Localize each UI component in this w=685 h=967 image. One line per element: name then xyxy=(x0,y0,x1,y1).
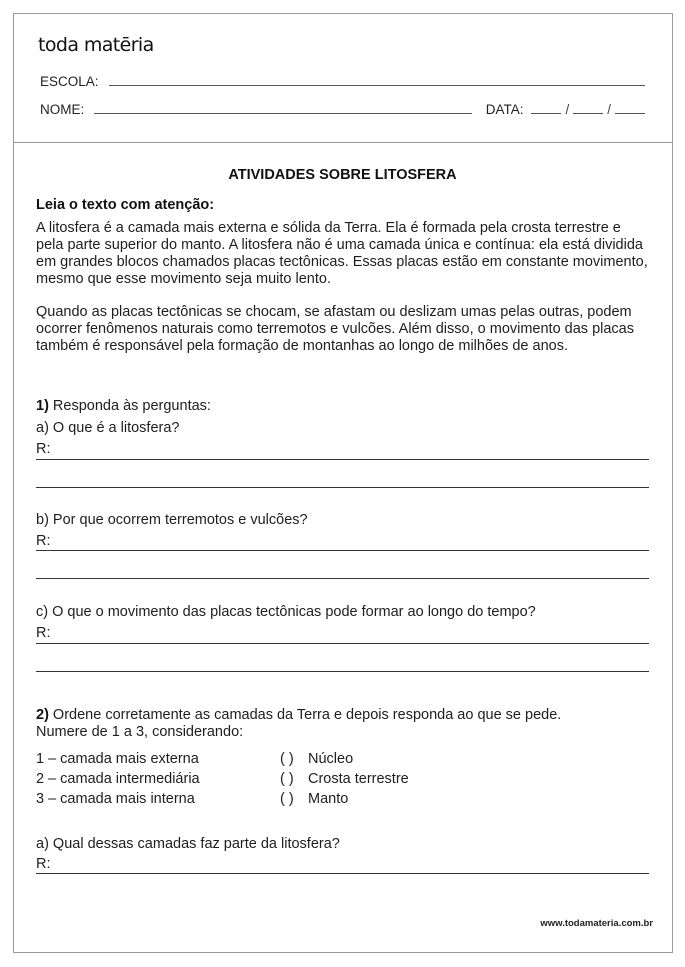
question-1b: b) Por que ocorrem terremotos e vulcões? xyxy=(36,512,308,528)
date-year-blank[interactable] xyxy=(615,113,645,114)
answer-label-2a: R: xyxy=(36,856,51,872)
date-month-blank[interactable] xyxy=(573,113,603,114)
escola-field xyxy=(40,74,645,89)
nome-input-line[interactable] xyxy=(94,113,471,114)
date-field xyxy=(486,102,645,117)
question-1-heading xyxy=(36,398,649,414)
reading-paragraph-2: Quando as placas tectônicas se chocam, se afastam ou deslizam umas pelas outras, podem ocorrer fenômenos naturais como terremotos e vulcões. Além disso, o movimento das placas também é responsável pela formação de montanhas ao longo de milhões de anos. xyxy=(36,304,634,354)
question-2-instruction: Numere de 1 a 3, considerando: xyxy=(36,724,244,740)
order-option-label: Núcleo xyxy=(308,751,354,767)
worksheet-page xyxy=(13,13,673,953)
answer-label-1c: R: xyxy=(36,625,51,641)
answer-line-1a-2[interactable] xyxy=(36,487,649,488)
answer-label-1b: R: xyxy=(36,533,51,549)
layer-legend-1: 1 – camada mais externa xyxy=(36,751,199,767)
question-1-number: 1) xyxy=(36,398,49,414)
data-label: DATA: xyxy=(485,102,524,117)
question-1-prompt: Responda às perguntas: xyxy=(48,398,211,414)
layer-legend-3: 3 – camada mais interna xyxy=(36,791,195,807)
worksheet-header xyxy=(13,13,673,143)
reading-paragraph-1: A litosfera é a camada mais externa e sólida da Terra. Ela é formada pela crosta terrestre e pela parte superior do manto. A litosfera não é uma camada única e contínua: ela está dividida em grandes blocos chamados placas tectônicas. Essas placas estão em constante movimento, mesmo que esse movimento seja muito lento. xyxy=(36,220,648,287)
nome-data-row xyxy=(40,102,645,117)
answer-label-1a: R: xyxy=(36,441,51,457)
order-option-crosta xyxy=(280,771,409,787)
escola-input-line[interactable] xyxy=(109,85,645,86)
escola-label: ESCOLA: xyxy=(40,74,99,89)
order-option-manto xyxy=(280,791,348,807)
answer-line-1a-1[interactable] xyxy=(36,459,649,460)
question-2-prompt: Ordene corretamente as camadas da Terra e depois responda ao que se pede. xyxy=(48,707,562,723)
question-2-heading xyxy=(36,707,649,723)
nome-label: NOME: xyxy=(40,102,85,117)
answer-line-2a[interactable] xyxy=(36,873,649,874)
date-separator: / xyxy=(565,102,570,117)
answer-line-1c-2[interactable] xyxy=(36,671,649,672)
order-blank-manto[interactable]: ( ) xyxy=(280,791,294,807)
order-blank-crosta[interactable]: ( ) xyxy=(280,771,294,787)
answer-line-1b-1[interactable] xyxy=(36,550,649,551)
question-1c: c) O que o movimento das placas tectônicas pode formar ao longo do tempo? xyxy=(36,604,536,620)
question-1a: a) O que é a litosfera? xyxy=(36,420,180,436)
brand-logo: toda matēria xyxy=(38,34,154,56)
answer-line-1c-1[interactable] xyxy=(36,643,649,644)
date-separator: / xyxy=(607,102,611,117)
order-option-nucleo xyxy=(280,751,353,767)
footer-website: www.todamateria.com.br xyxy=(540,918,653,929)
question-2a: a) Qual dessas camadas faz parte da litosfera? xyxy=(36,836,340,852)
layer-legend-2: 2 – camada intermediária xyxy=(36,771,200,787)
date-day-blank[interactable] xyxy=(531,113,561,114)
worksheet-title: ATIVIDADES SOBRE LITOSFERA xyxy=(228,167,457,183)
order-option-label: Manto xyxy=(308,791,349,807)
order-blank-nucleo[interactable]: ( ) xyxy=(280,751,294,767)
reading-instruction: Leia o texto com atenção: xyxy=(36,197,215,213)
order-option-label: Crosta terrestre xyxy=(308,771,409,787)
question-2-number: 2) xyxy=(36,707,49,723)
answer-line-1b-2[interactable] xyxy=(36,578,649,579)
